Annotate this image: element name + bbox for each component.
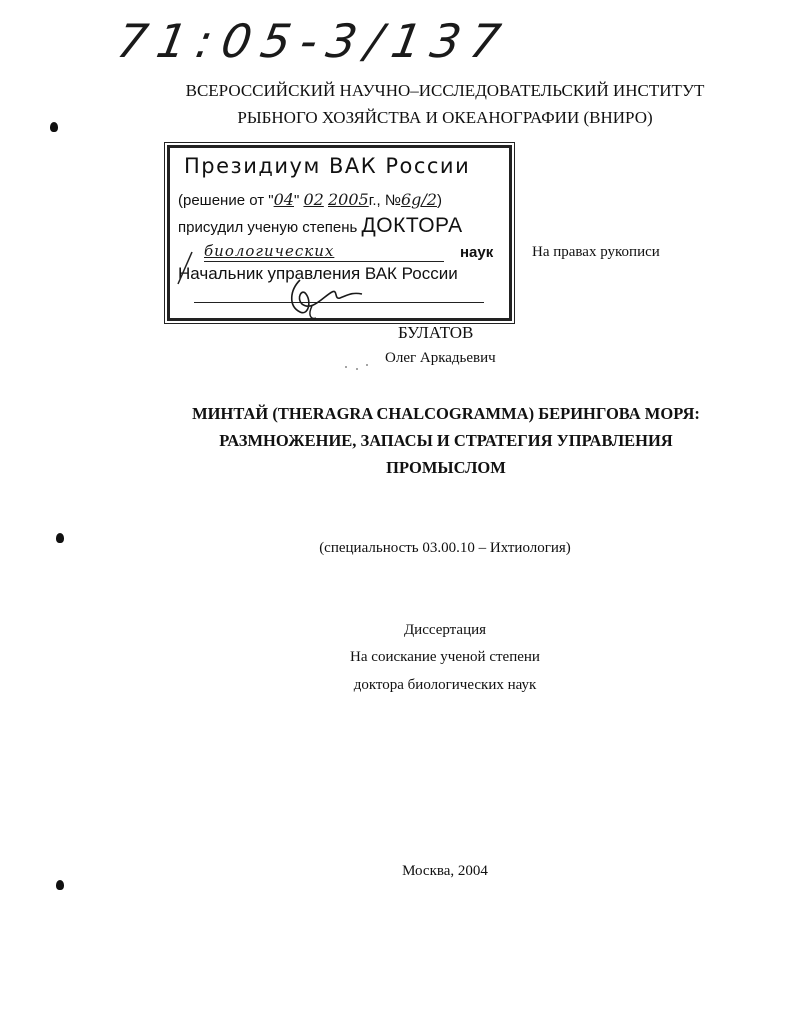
decision-year: 2005 bbox=[328, 190, 369, 209]
decision-prefix: (решение от " bbox=[178, 192, 274, 209]
margin-mark bbox=[56, 533, 64, 543]
speck bbox=[345, 366, 347, 368]
archive-number: 71:05-3/137 bbox=[113, 14, 515, 68]
speck bbox=[356, 368, 358, 370]
decision-year-suffix: г., № bbox=[368, 192, 401, 209]
decision-quote: " bbox=[293, 192, 300, 209]
speck bbox=[366, 364, 368, 366]
specialty: (специальность 03.00.10 – Ихтиология) bbox=[319, 540, 571, 556]
awarded-prefix: присудил ученую степень bbox=[178, 219, 358, 236]
place-year: Москва, 2004 bbox=[402, 863, 488, 879]
dissertation-line2: На соискание ученой степени bbox=[350, 649, 540, 665]
stamp-head-title: Начальник управления ВАК России bbox=[178, 264, 458, 283]
manuscript-rights: На правах рукописи bbox=[532, 244, 660, 260]
degree-word: ДОКТОРА bbox=[361, 214, 463, 237]
margin-mark bbox=[56, 880, 64, 890]
field-handwritten: биологических bbox=[204, 242, 335, 260]
signature-icon bbox=[282, 268, 392, 323]
field-underline bbox=[204, 261, 444, 262]
author-first-names: Олег Аркадьевич bbox=[385, 350, 496, 366]
margin-mark bbox=[50, 122, 58, 132]
decision-close: ) bbox=[436, 192, 442, 209]
vak-stamp bbox=[167, 145, 512, 321]
stamp-field-line bbox=[204, 242, 454, 260]
institute-name-line2: РЫБНОГО ХОЗЯЙСТВА И ОКЕАНОГРАФИИ (ВНИРО) bbox=[237, 108, 653, 127]
author-last-name: БУЛАТОВ bbox=[398, 323, 474, 342]
dissertation-line3: доктора биологических наук bbox=[353, 677, 537, 693]
dissertation-line1: Диссертация bbox=[403, 622, 487, 638]
institute-name-line1: ВСЕРОССИЙСКИЙ НАУЧНО–ИССЛЕДОВАТЕЛЬСКИЙ ИНСТИТУТ bbox=[185, 81, 705, 100]
decision-number: 6g/2 bbox=[400, 190, 437, 209]
stamp-title: Президиум ВАК России bbox=[184, 154, 471, 178]
stamp-slash-icon bbox=[170, 248, 200, 288]
stamp-decision-line bbox=[178, 190, 442, 209]
science-word: наук bbox=[460, 244, 494, 261]
thesis-title-line2: РАЗМНОЖЕНИЕ, ЗАПАСЫ И СТРАТЕГИЯ УПРАВЛЕНИЯ bbox=[219, 431, 673, 450]
decision-day: 04 bbox=[273, 190, 294, 209]
decision-month: 02 bbox=[303, 190, 324, 209]
thesis-title-line1: МИНТАЙ (THERAGRA CHALCOGRAMMA) БЕРИНГОВА МОРЯ: bbox=[192, 404, 700, 423]
thesis-title-line3: ПРОМЫСЛОМ bbox=[386, 458, 506, 477]
stamp-awarded-line bbox=[178, 214, 463, 238]
